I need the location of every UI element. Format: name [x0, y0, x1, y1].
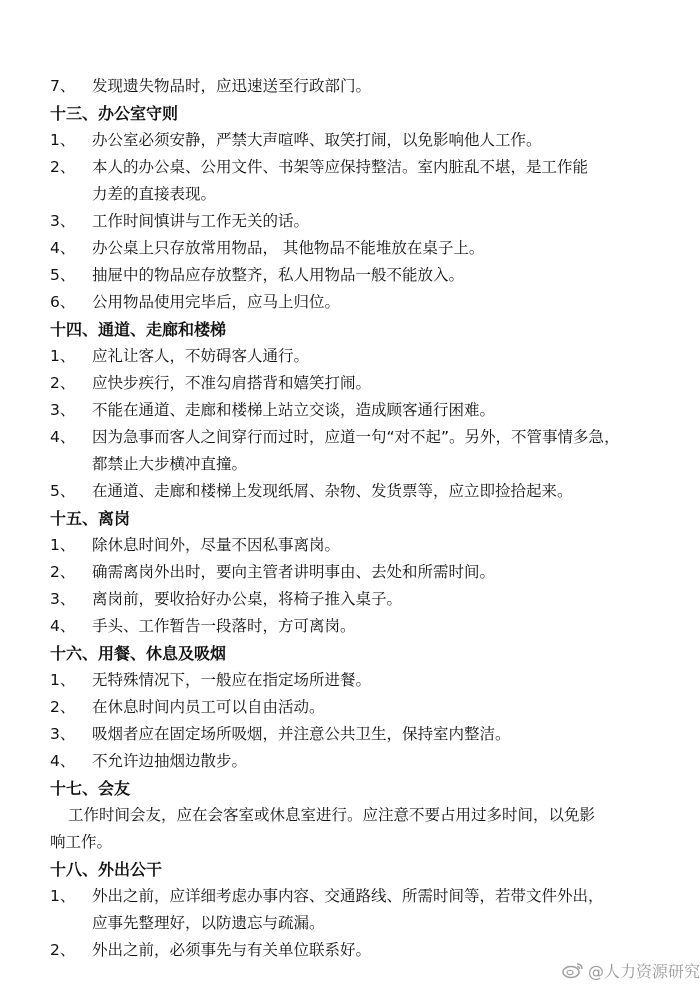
item-text: 应快步疾行，不准勾肩搭背和嬉笑打闹。: [92, 374, 372, 392]
list-item: [0, 397, 700, 424]
list-item: [0, 613, 700, 640]
item-text: 工作时间慎讲与工作无关的话。: [92, 212, 310, 230]
item-text: 外出之前，必须事先与有关单位联系好。: [92, 941, 372, 959]
item-number: 3、: [50, 725, 76, 743]
list-item: [0, 721, 700, 748]
item-number: 2、: [50, 563, 76, 581]
item-text: 离岗前，要收拾好办公桌，将椅子推入桌子。: [92, 590, 403, 608]
item-number: 2、: [50, 941, 76, 959]
list-item: [0, 424, 700, 451]
paragraph-text-continued: 响工作。: [50, 833, 113, 851]
list-item: [0, 559, 700, 586]
list-item: [0, 235, 700, 262]
item-text: 手头、工作暂告一段落时，方可离岗。: [92, 617, 356, 635]
item-text: 因为急事而客人之间穿行而过时，应道一句“对不起”。另外，不管事情多急，: [92, 428, 620, 446]
section-heading: 十五、离岗: [50, 509, 131, 528]
list-item: [0, 208, 700, 235]
item-number: 5、: [50, 482, 76, 500]
list-item-continuation: [0, 181, 700, 208]
section-heading: 十七、会友: [50, 779, 131, 798]
item-number: 4、: [50, 428, 76, 446]
item-number: 6、: [50, 293, 76, 311]
list-item: [0, 667, 700, 694]
item-number: 7、: [50, 77, 76, 95]
list-item: [0, 532, 700, 559]
list-item-continuation: [0, 910, 700, 937]
list-item: [0, 883, 700, 910]
item-text: 除休息时间外，尽量不因私事离岗。: [92, 536, 341, 554]
item-text: 发现遗失物品时，应迅速送至行政部门。: [92, 77, 372, 95]
list-item: [0, 748, 700, 775]
list-item: [0, 262, 700, 289]
item-number: 1、: [50, 671, 76, 689]
item-text: 在通道、走廊和楼梯上发现纸屑、杂物、发货票等，应立即捡拾起来。: [92, 482, 573, 500]
document-body: [0, 73, 700, 964]
item-number: 1、: [50, 347, 76, 365]
item-text: 不允许边抽烟边散步。: [92, 752, 248, 770]
item-text: 本人的办公桌、公用文件、书架等应保持整洁。室内脏乱不堪，是工作能: [92, 158, 589, 176]
item-number: 1、: [50, 536, 76, 554]
item-text: 确需离岗外出时，要向主管者讲明事由、去处和所需时间。: [92, 563, 496, 581]
list-item: [0, 289, 700, 316]
list-item: [0, 478, 700, 505]
item-text: 应礼让客人，不妨碍客人通行。: [92, 347, 310, 365]
item-number: 5、: [50, 266, 76, 284]
list-item: [0, 73, 700, 100]
item-number: 1、: [50, 131, 76, 149]
list-item: [0, 154, 700, 181]
item-number: 4、: [50, 239, 76, 257]
section-heading: 十六、用餐、休息及吸烟: [50, 644, 227, 663]
item-text: 吸烟者应在固定场所吸烟，并注意公共卫生，保持室内整洁。: [92, 725, 511, 743]
item-number: 4、: [50, 752, 76, 770]
item-text: 不能在通道、走廊和楼梯上站立交谈，造成顾客通行困难。: [92, 401, 496, 419]
list-item-continuation: [0, 451, 700, 478]
list-item: [0, 694, 700, 721]
item-text-continued: 应事先整理好，以防遗忘与疏漏。: [92, 914, 325, 932]
item-number: 3、: [50, 212, 76, 230]
item-text: 办公桌上只存放常用物品， 其他物品不能堆放在桌子上。: [92, 239, 485, 257]
list-item: [0, 370, 700, 397]
item-number: 2、: [50, 698, 76, 716]
watermark-text: @人力资源研究: [588, 961, 700, 981]
paragraph-line: [0, 829, 700, 856]
paragraph-line: [0, 802, 700, 829]
item-text: 办公室必须安静，严禁大声喧哗、取笑打闹，以免影响他人工作。: [92, 131, 542, 149]
weibo-icon: [562, 961, 584, 979]
list-item: [0, 343, 700, 370]
item-number: 1、: [50, 887, 76, 905]
list-item: [0, 586, 700, 613]
paragraph-text: 工作时间会友，应在会客室或休息室进行。应注意不要占用过多时间，以免影: [68, 806, 596, 824]
item-text: 外出之前，应详细考虑办事内容、交通路线、所需时间等，若带文件外出，: [92, 887, 604, 905]
item-text-continued: 都禁止大步横冲直撞。: [92, 455, 248, 473]
item-number: 3、: [50, 401, 76, 419]
item-text: 在休息时间内员工可以自由活动。: [92, 698, 325, 716]
item-number: 3、: [50, 590, 76, 608]
item-text: 无特殊情况下，一般应在指定场所进餐。: [92, 671, 372, 689]
item-number: 2、: [50, 374, 76, 392]
item-number: 4、: [50, 617, 76, 635]
item-text-continued: 力差的直接表现。: [92, 185, 217, 203]
list-item: [0, 127, 700, 154]
section-heading: 十四、通道、走廊和楼梯: [50, 320, 227, 339]
watermark: [562, 957, 700, 983]
section-heading: 十三、办公室守则: [50, 104, 179, 123]
section-heading: 十八、外出公干: [50, 860, 163, 879]
item-number: 2、: [50, 158, 76, 176]
item-text: 抽屉中的物品应存放整齐，私人用物品一般不能放入。: [92, 266, 465, 284]
item-text: 公用物品使用完毕后，应马上归位。: [92, 293, 341, 311]
